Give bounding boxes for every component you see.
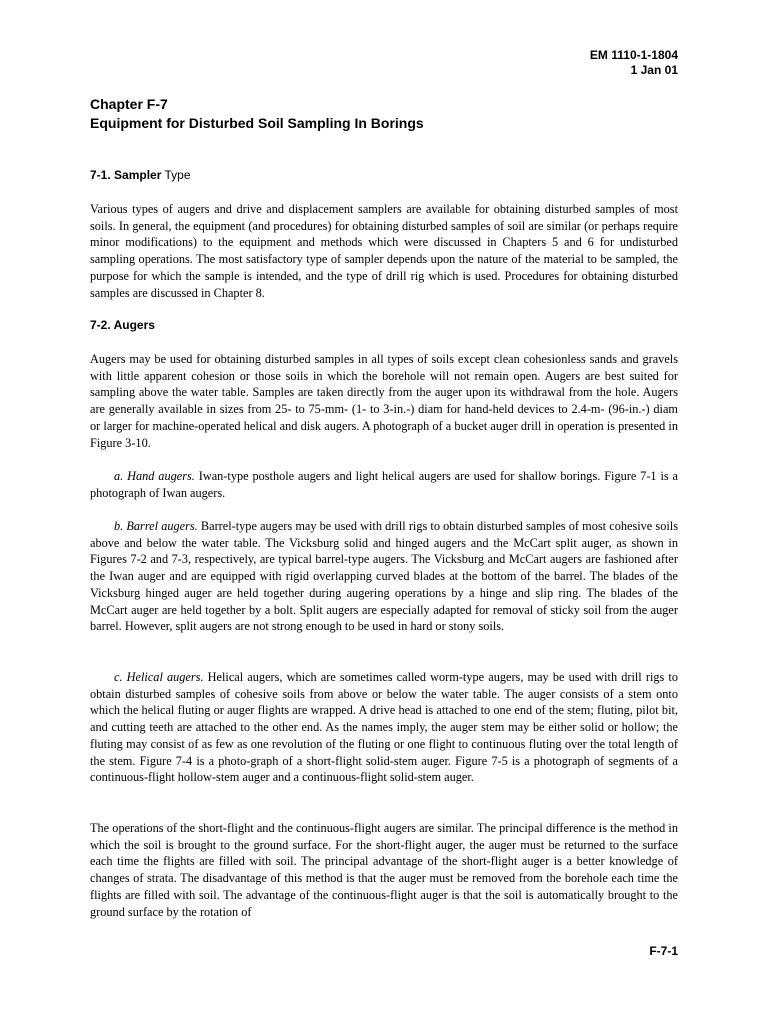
barrel-augers-body: Barrel-type augers may be used with drill rigs to obtain disturbed samples of most cohesive soils above and below the water table. The Vicksburg solid and hinged augers and the McCart split auger, as shown in Figures 7-2 and 7-3, respectively, are typical barrel-type augers. The Vicksburg and McCart augers are fashioned after the Iwan auger and are equipped with rigid overlapping curved blades at the bottom of the barrel. The blades of the Vicksburg hinged auger are held together during augering operations by a hinge and slip ring. The blades of the McCart auger are held together by a bolt. Split augers are especially adapted for removal of sticky soil from the auger barrel. However, split augers are not strong enough to be used in hard or stony soils. <box>90 519 678 634</box>
paragraph-flight-auger-operations: The operations of the short-flight and the continuous-flight augers are similar. The principal difference is the method in which the soil is brought to the ground surface. For the short-flight auger, the auger must be returned to the surface each time the flights are filled with soil. The principal advantage of the short-flight auger is a better knowledge of changes of strata. The disadvantage of this method is that the auger must be removed from the borehole each time the flights are filled with soil. The advantage of the continuous-flight auger is that the soil is automatically brought to the ground surface by the rotation of <box>90 821 678 919</box>
helical-augers-label: c. Helical augers. <box>114 670 204 684</box>
section-heading-sampler-type <box>90 168 191 183</box>
paragraph-augers-intro: Augers may be used for obtaining disturbed samples in all types of soils except clean cohesionless sands and gravels with little apparent cohesion or those soils in which the borehole will not remain open. Augers are best suited for sampling above the water table. Samples are taken directly from the auger upon its withdrawal from the hole. Augers are generally available in sizes from 25- to 75-mm- (1- to 3-in.-) diam for hand-held devices to 2.4-m- (96-in.-) diam or larger for machine-operated helical and disk augers. A photograph of a bucket auger drill in operation is presented in Figure 3-10. <box>90 352 678 450</box>
section-heading-bold: 7-1. Sampler <box>90 168 162 182</box>
helical-augers-body: Helical augers, which are sometimes called worm-type augers, may be used with drill rigs to obtain disturbed samples of cohesive soils from above or below the water table. The auger consists of a stem onto which the helical fluting or auger flights are wrapped. A drive head is attached to one end of the stem; fluting, pilot bit, and cutting teeth are attached to the other end. As the names imply, the auger stem may be either solid or hollow; the fluting may consist of as few as one revolution of the fluting or one flight to continuous fluting over the total length of the stem. Figure 7-4 is a photo-graph of a short-flight solid-stem auger. Figure 7-5 is a photograph of segments of a continuous-flight hollow-stem auger and a continuous-flight solid-stem auger. <box>90 670 678 785</box>
paragraph-hand-augers <box>90 468 678 501</box>
hand-augers-body: Iwan-type posthole augers and light helical augers are used for shallow borings. Figure 7-1 is a photograph of Iwan augers. <box>90 469 678 500</box>
doc-date: 1 Jan 01 <box>630 63 678 77</box>
section-heading-augers: 7-2. Augers <box>90 318 155 332</box>
chapter-title: Equipment for Disturbed Soil Sampling In Borings <box>90 115 424 131</box>
doc-number: EM 1110-1-1804 <box>589 48 678 62</box>
paragraph-sampler-type: Various types of augers and drive and displacement samplers are available for obtaining disturbed samples of most soils. In general, the equipment (and procedures) for obtaining disturbed samples of soil are similar (or perhaps require minor modifications) to the equipment and methods which were discussed in Chapters 5 and 6 for undisturbed sampling operations. The most satisfactory type of sampler depends upon the nature of the material to be sampled, the purpose for which the sample is intended, and the type of drill rig which is used. Procedures for obtaining disturbed samples are discussed in Chapter 8. <box>90 202 678 300</box>
paragraph-barrel-augers <box>90 518 678 635</box>
hand-augers-label: a. Hand augers. <box>114 469 195 483</box>
section-heading-light: Type <box>161 168 191 182</box>
chapter-heading <box>90 95 424 133</box>
document-header <box>590 48 678 78</box>
barrel-augers-label: b. Barrel augers. <box>114 519 198 533</box>
page-number: F-7-1 <box>649 944 678 958</box>
chapter-number: Chapter F-7 <box>90 96 168 112</box>
paragraph-helical-augers <box>90 669 678 786</box>
